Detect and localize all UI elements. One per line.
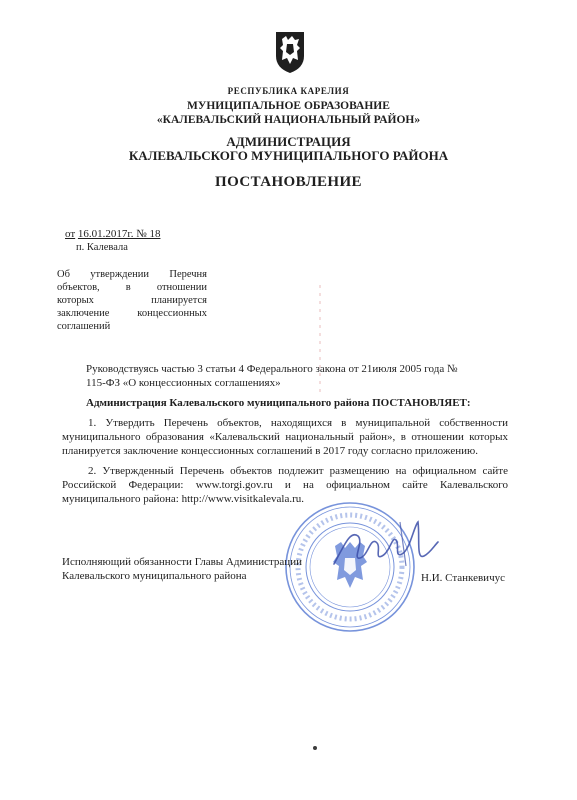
signatory-position-line2: Калевальского муниципального района bbox=[62, 570, 247, 582]
subject-line: соглашений bbox=[57, 321, 111, 332]
decree-place: п. Калевала bbox=[76, 242, 128, 253]
preamble-line1: Руководствуясь частью 3 статьи 4 Федерального закона от 21июля 2005 года № bbox=[86, 363, 458, 375]
item2-line2: Российской Федерации: www.torgi.gov.ru и на официальном сайте Калевальского bbox=[62, 479, 508, 491]
decree-subject bbox=[57, 268, 207, 333]
handwritten-signature-icon bbox=[330, 516, 440, 576]
scan-speck bbox=[313, 746, 317, 750]
subject-line: Об утверждении Перечня bbox=[57, 269, 207, 280]
signatory-name: Н.И. Станкевичус bbox=[421, 572, 505, 584]
item1-line2: муниципального образования «Калевальский национальный район», в отношении которых bbox=[62, 431, 508, 443]
republic-name: РЕСПУБЛИКА КАРЕЛИЯ bbox=[227, 86, 350, 96]
item2-line3: муниципального района: http://www.visitkalevala.ru. bbox=[62, 493, 304, 505]
karelia-coat-of-arms-icon bbox=[273, 30, 307, 74]
administration-title-line1: АДМИНИСТРАЦИЯ bbox=[226, 134, 351, 149]
item1-line1: 1. Утвердить Перечень объектов, находящихся в муниципальной собственности bbox=[88, 417, 508, 429]
item1-line3: планируется заключение концессионных соглашений в 2017 году согласно приложению. bbox=[62, 445, 478, 457]
document-type-title: ПОСТАНОВЛЕНИЕ bbox=[215, 174, 362, 190]
subject-line: объектов, в отношении bbox=[57, 282, 207, 293]
administration-title-line2: КАЛЕВАЛЬСКОГО МУНИЦИПАЛЬНОГО РАЙОНА bbox=[128, 148, 449, 163]
municipality-title-line1: МУНИЦИПАЛЬНОЕ ОБРАЗОВАНИЕ bbox=[187, 100, 390, 112]
decree-date-number bbox=[65, 228, 160, 240]
subject-line: которых планируется bbox=[57, 295, 207, 306]
preamble-line2: 115-ФЗ «О концессионных соглашениях» bbox=[86, 377, 281, 389]
signatory-position-line1: Исполняющий обязанности Главы Администрации bbox=[62, 556, 302, 568]
item2-line1: 2. Утвержденный Перечень объектов подлежит размещению на официальном сайте bbox=[88, 465, 508, 477]
date-and-number: 16.01.2017г. № 18 bbox=[77, 228, 161, 240]
date-prefix: от bbox=[65, 228, 76, 240]
municipality-title-line2: «КАЛЕВАЛЬСКИЙ НАЦИОНАЛЬНЫЙ РАЙОН» bbox=[156, 114, 421, 126]
resolution-heading: Администрация Калевальского муниципального района ПОСТАНОВЛЯЕТ: bbox=[86, 397, 471, 409]
subject-line: заключение концессионных bbox=[57, 308, 207, 319]
